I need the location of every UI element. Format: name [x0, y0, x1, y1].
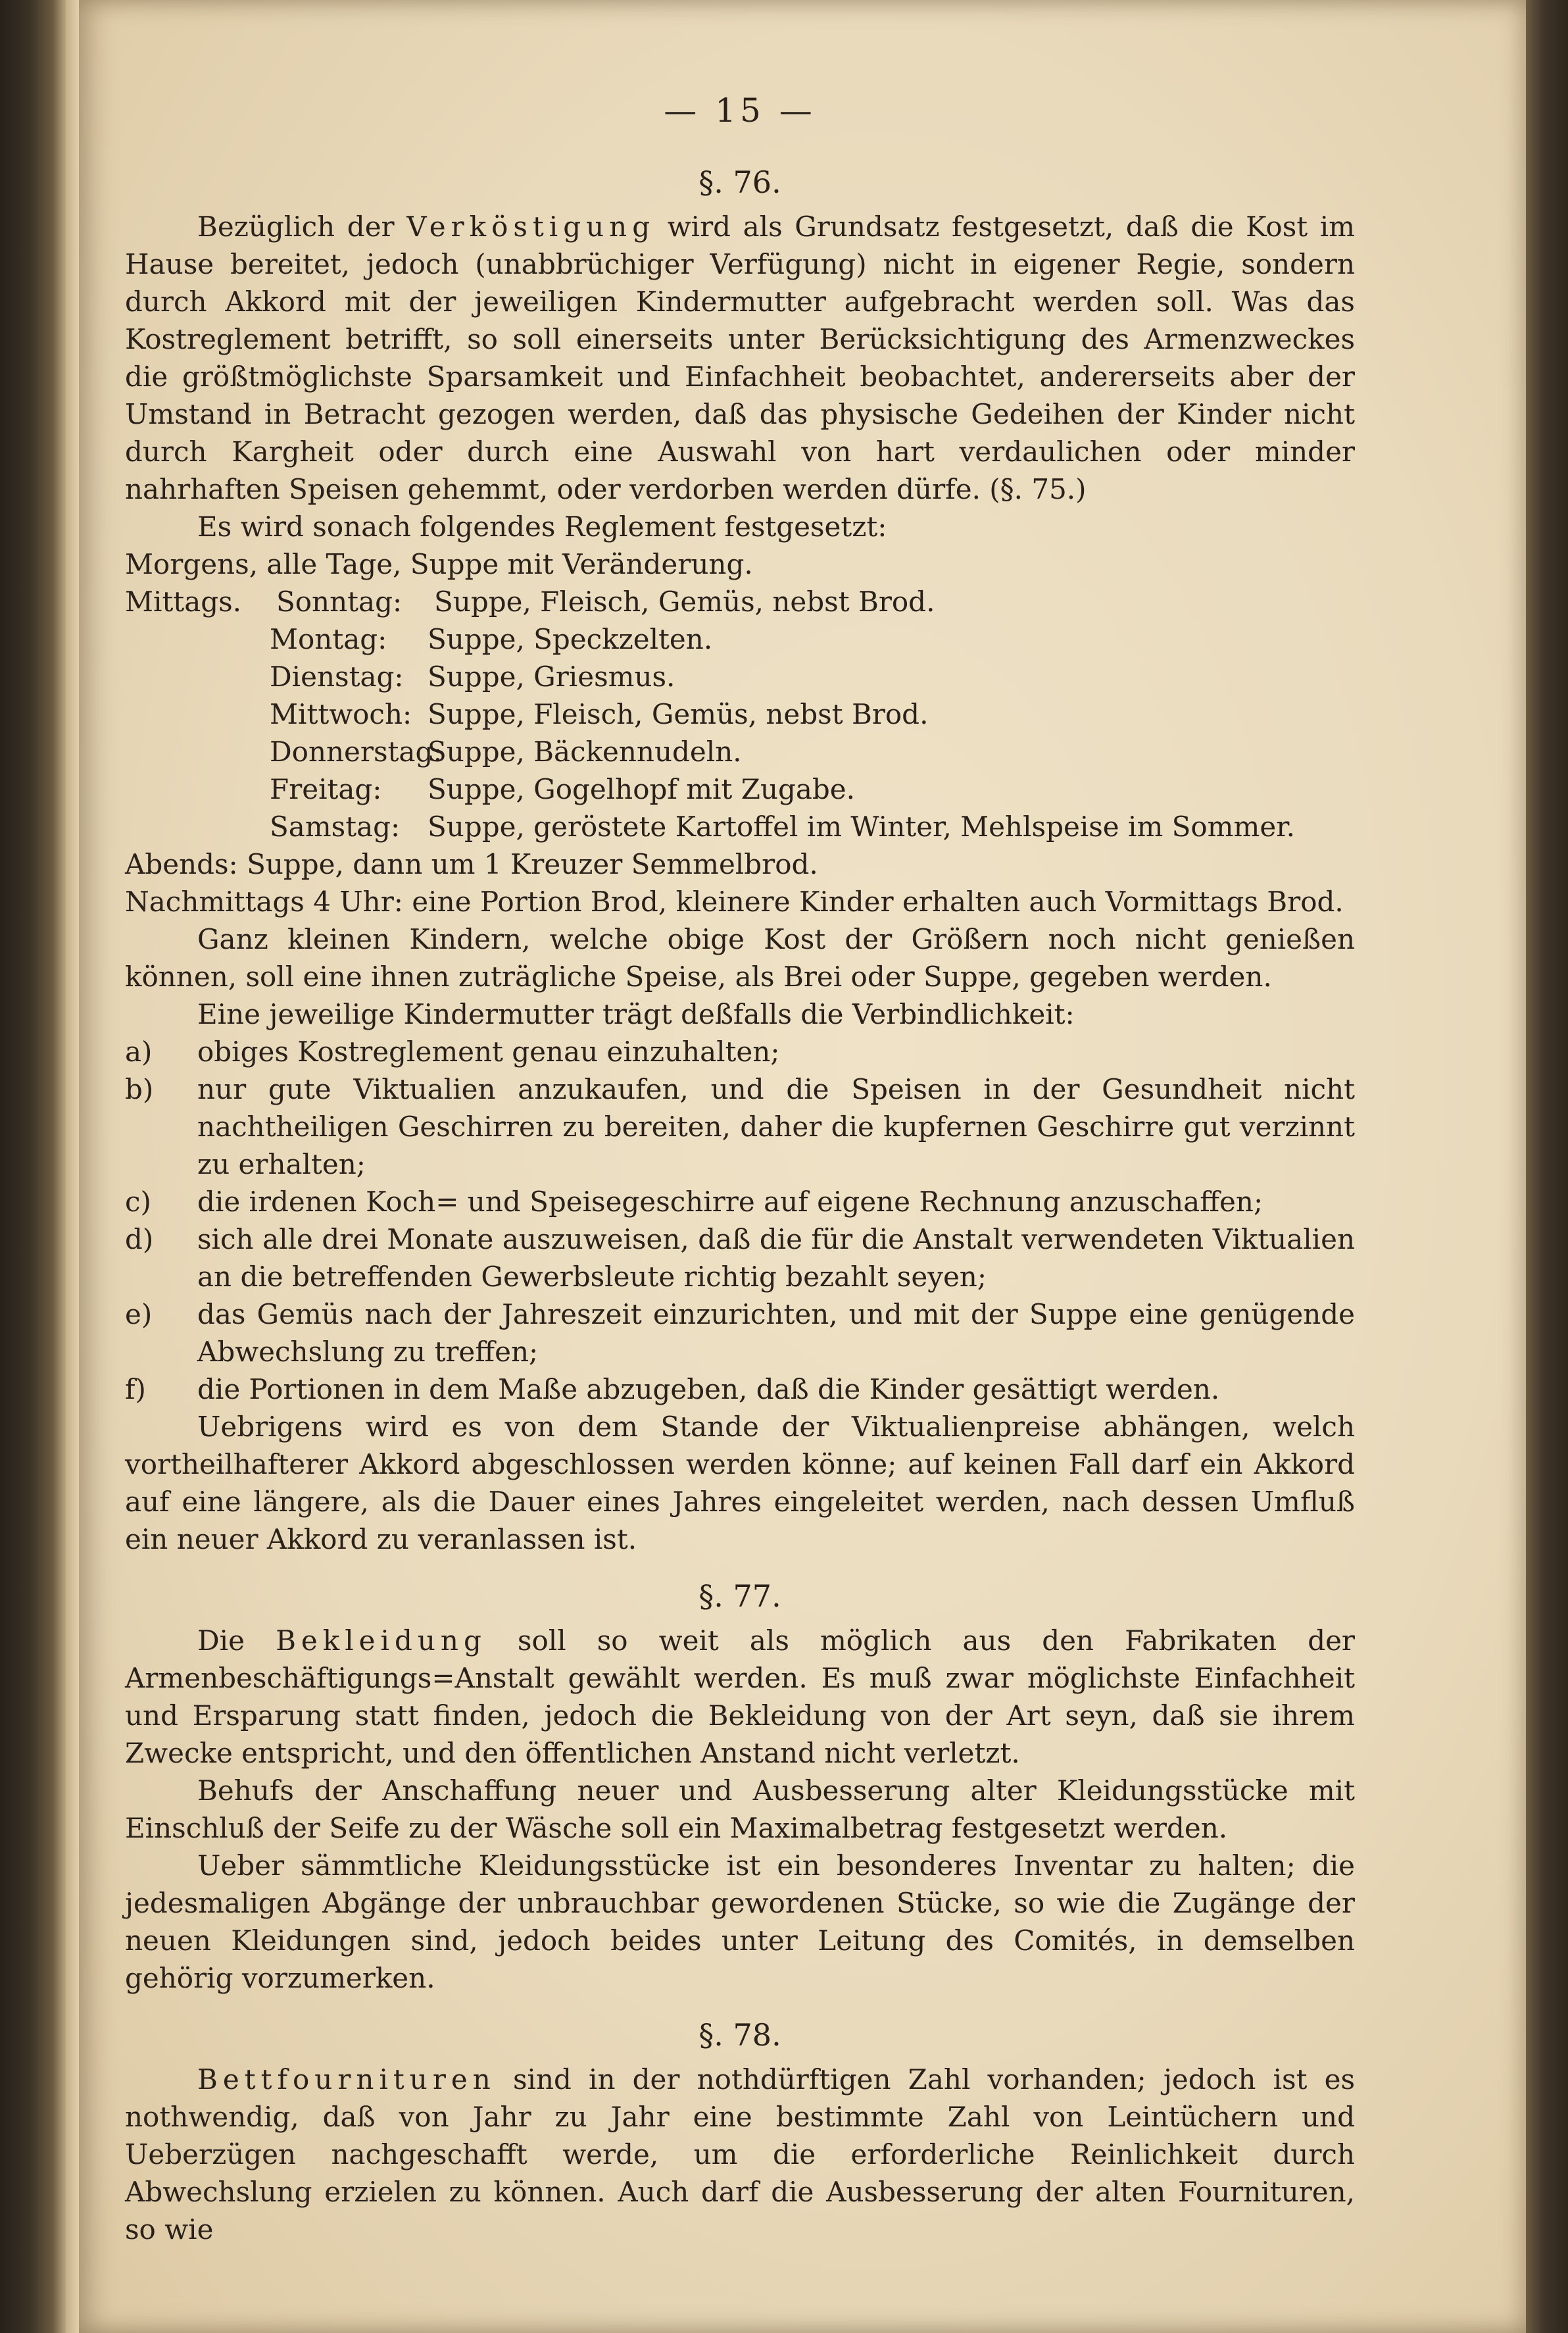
- menu-day-sonntag: Sonntag: Suppe, Fleisch, Gemüs, nebst Brod.: [276, 586, 935, 618]
- section-76-paragraph-4: Eine jeweilige Kindermutter trägt deßfalls die Verbindlichkeit:: [197, 998, 1075, 1030]
- menu-day-samstag: Samstag: Suppe, geröstete Kartoffel im Winter, Mehlspeise im Sommer.: [270, 811, 1296, 843]
- list-item-d: d) sich alle drei Monate auszuweisen, daß die für die Anstalt verwendeten Viktualien an die betreffenden Gewerbsleute richtig bezahlt seyen;: [125, 1223, 1355, 1293]
- section-77-paragraph-1: Die Bekleidung soll so weit als möglich aus den Fabrikaten der Armenbeschäftigungs=Anstalt gewählt werden. Es muß zwar möglichste Einfachheit und Ersparung statt finden, jedoch die Bekleidung von der Art seyn, daß sie ihrem Zwecke entspricht, und den öffentlichen Anstand nicht verletzt.: [125, 1624, 1356, 1769]
- menu-nachmittags: Nachmittags 4 Uhr: eine Portion Brod, kleinere Kinder erhalten auch Vormittags Brod.: [125, 886, 1344, 918]
- menu-abends: Abends: Suppe, dann um 1 Kreuzer Semmelbrod.: [125, 848, 818, 880]
- menu-mittags-first: [125, 583, 1355, 620]
- list-item-c: c) die irdenen Koch= und Speisegeschirre auf eigene Rechnung anzuschaffen;: [125, 1186, 1263, 1218]
- list-item-b: b) nur gute Viktualien anzukaufen, und die Speisen in der Gesundheit nicht nachtheiligen Geschirren zu bereiten, daher die kupfernen Geschirre gut verzinnt zu erhalten;: [125, 1073, 1355, 1180]
- section-76-paragraph-1: Bezüglich der Verköstigung wird als Grundsatz festgesetzt, daß die Kost im Hause bereitet, jedoch (unabbrüchiger Verfügung) nicht in eigener Regie, sondern durch Akkord mit der jeweiligen Kindermutter aufgebracht werden soll. Was das Kostreglement betrifft, so soll einerseits unter Berücksichtigung des Armenzweckes die größtmöglichste Sparsamkeit und Einfachheit beobachtet, andererseits aber der Umstand in Betracht gezogen werden, daß das physische Gedeihen der Kinder nicht durch Kargheit oder durch eine Auswahl von hart verdaulichen oder minder nahrhaften Speisen gehemmt, oder verdorben werden dürfe. (§. 75.): [125, 211, 1355, 505]
- menu-day-freitag: Freitag: Suppe, Gogelhopf mit Zugabe.: [270, 773, 856, 805]
- list-item-e: e) das Gemüs nach der Jahreszeit einzurichten, und mit der Suppe eine genügende Abwechslung zu treffen;: [125, 1298, 1355, 1368]
- section-76-paragraph-5: Uebrigens wird es von dem Stande der Viktualienpreise abhängen, welch vortheilhafterer Akkord abgeschlossen werden könne; auf keinen Fall darf ein Akkord auf eine längere, als die Dauer eines Jahres eingeleitet werden, nach dessen Umfluß ein neuer Akkord zu veranlassen ist.: [125, 1411, 1355, 1555]
- term-bekleidung: Bekleidung: [276, 1624, 487, 1657]
- book-cover-edge: [1526, 0, 1568, 2333]
- section-77-paragraph-2: Behufs der Anschaffung neuer und Ausbesserung alter Kleidungsstücke mit Einschluß der Seife zu der Wäsche soll ein Maximalbetrag festgesetzt werden.: [125, 1774, 1355, 1844]
- page-gutter: [66, 0, 79, 2333]
- menu-morgens: Morgens, alle Tage, Suppe mit Veränderung.: [125, 548, 753, 580]
- menu-day-montag: Montag: Suppe, Speckzelten.: [270, 623, 713, 655]
- section-76-heading: §. 76.: [698, 164, 781, 200]
- section-78-paragraph-1: Bettfournituren sind in der nothdürftigen Zahl vorhanden; jedoch ist es nothwendig, daß von Jahr zu Jahr eine bestimmte Zahl von Leintüchern und Ueberzügen nachgeschafft werde, um die erforderliche Reinlichkeit durch Abwechslung erzielen zu können. Auch darf die Ausbesserung der alten Fournituren, so wie: [125, 2063, 1355, 2245]
- section-76-paragraph-3: Ganz kleinen Kindern, welche obige Kost der Größern noch nicht genießen können, soll eine ihnen zuträgliche Speise, als Brei oder Suppe, gegeben werden.: [125, 923, 1355, 993]
- section-77-heading: §. 77.: [698, 1578, 781, 1614]
- book-spine: [0, 0, 66, 2333]
- section-77-paragraph-3: Ueber sämmtliche Kleidungsstücke ist ein besonderes Inventar zu halten; die jedesmaligen Abgänge der unbrauchbar gewordenen Stücke, so wie die Zugänge der neuen Kleidungen sind, jedoch beides unter Leitung des Comités, in demselben gehörig vorzumerken.: [125, 1849, 1355, 1994]
- menu-day-mittwoch: Mittwoch: Suppe, Fleisch, Gemüs, nebst Brod.: [270, 698, 929, 730]
- menu-day-dienstag: Dienstag: Suppe, Griesmus.: [270, 661, 675, 693]
- page-number: — 15 —: [664, 91, 816, 130]
- menu-day-donnerstag: Donnerstag:Suppe, Bäckennudeln.: [270, 736, 742, 768]
- list-item-f: f) die Portionen in dem Maße abzugeben, daß die Kinder gesättigt werden.: [125, 1373, 1220, 1405]
- term-bettfournituren: Bettfournituren: [197, 2063, 496, 2095]
- term-verkoestigung: Verköstigung: [406, 211, 656, 243]
- page-text: [125, 92, 1355, 2248]
- section-78-heading: §. 78.: [698, 2017, 781, 2053]
- section-76-paragraph-2: Es wird sonach folgendes Reglement festgesetzt:: [197, 511, 887, 543]
- menu-mittags-label: Mittags.: [125, 586, 242, 618]
- list-item-a: a) obiges Kostreglement genau einzuhalten;: [125, 1036, 780, 1068]
